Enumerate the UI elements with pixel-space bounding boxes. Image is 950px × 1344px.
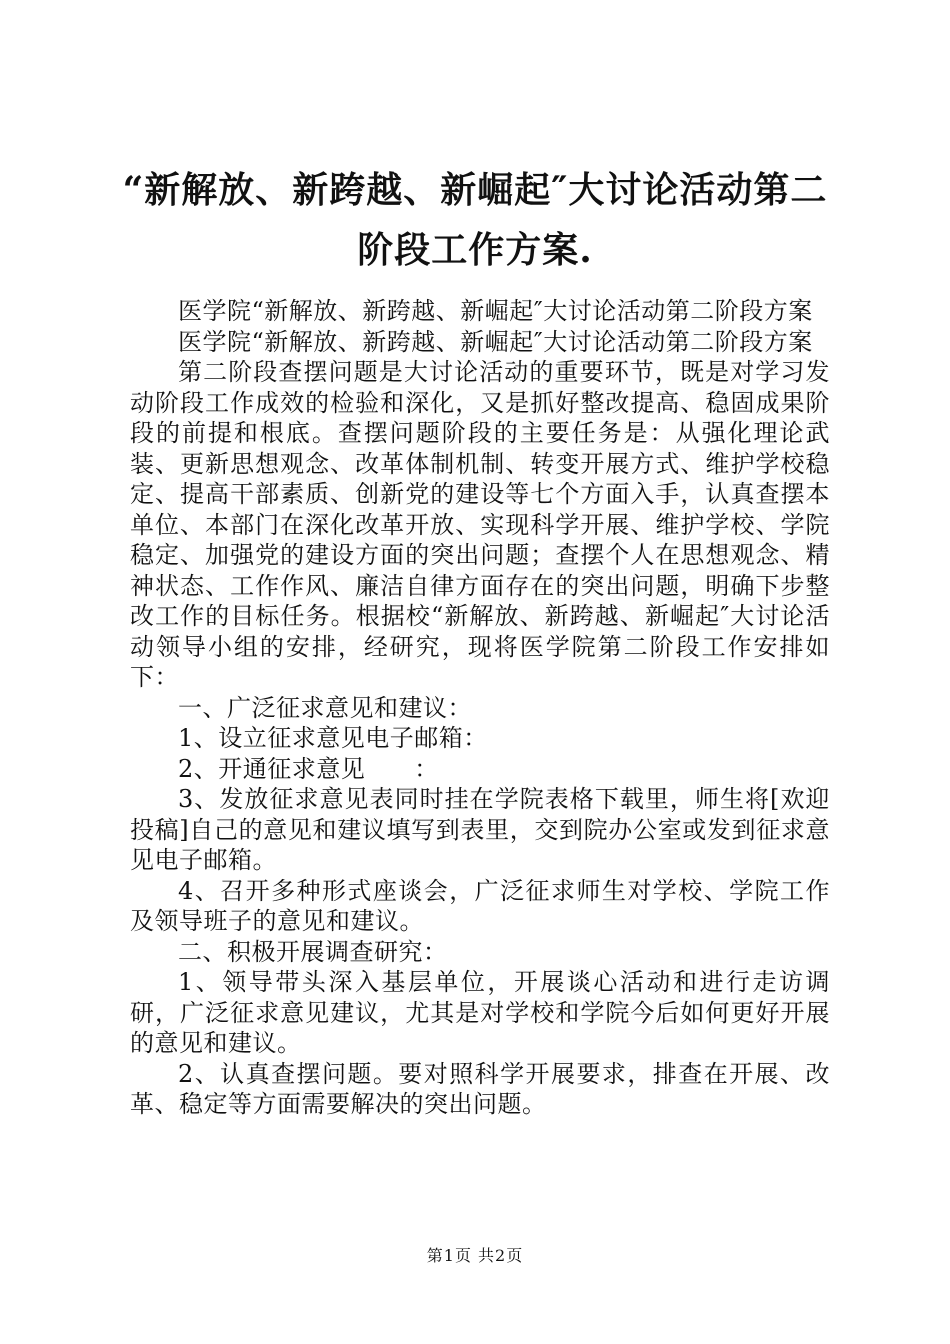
document-body: [130, 296, 830, 1120]
paragraph-subtitle-2: 医学院“新解放、新跨越、新崛起″大讨论活动第二阶段方案: [178, 327, 813, 356]
title-line-2: 阶段工作方案.: [357, 229, 593, 271]
list-item-2-2: 2、认真查摆问题。要对照科学开展要求，排查在开展、改革、稳定等方面需要解决的突出问题。: [130, 1059, 830, 1118]
paragraph-subtitle-1: 医学院“新解放、新跨越、新崛起″大讨论活动第二阶段方案: [178, 297, 813, 325]
list-item-1-1: 1、设立征求意见电子邮箱：: [178, 724, 488, 752]
title-line-1: “新解放、新跨越、新崛起″大讨论活动第二: [122, 169, 828, 211]
page-footer: 第1页 共2页: [426, 1246, 524, 1265]
list-item-2-1: 1、领导带头深入基层单位，开展谈心活动和进行走访调研，广泛征求意见建议，尤其是对学校和学院今后如何更好开展的意见和建议。: [130, 968, 830, 1057]
section-heading-2: 二、积极开展调查研究：: [178, 937, 448, 966]
list-item-1-2: 2、开通征求意见 ：: [178, 754, 439, 783]
list-item-1-4: 4、召开多种形式座谈会，广泛征求师生对学校、学院工作及领导班子的意见和建议。: [130, 876, 830, 935]
list-item-1-3: 3、发放征求意见表同时挂在学院表格下载里，师生将[欢迎投稿]自己的意见和建议填写到表里，交到院办公室或发到征求意见电子邮箱。: [130, 785, 830, 874]
section-heading-1: 一、广泛征求意见和建议：: [178, 693, 472, 722]
document-title: [100, 160, 850, 280]
paragraph-intro: 第二阶段查摆问题是大讨论活动的重要环节，既是对学习发动阶段工作成效的检验和深化，又是抓好整改提高、稳固成果阶段的前提和根底。查摆问题阶段的主要任务是：从强化理论武装、更新思想观念、改革体制机制、转变开展方式、维护学校稳定、提高干部素质、创新党的建设等七个方面入手，认真查摆本单位、本部门在深化改革开放、实现科学开展、维护学校、学院稳定、加强党的建设方面的突出问题；查摆个人在思想观念、精神状态、工作作风、廉洁自律方面存在的突出问题，明确下步整改工作的目标任务。根据校“新解放、新跨越、新崛起″大讨论活动领导小组的安排，经研究，现将医学院第二阶段工作安排如下：: [130, 358, 830, 691]
